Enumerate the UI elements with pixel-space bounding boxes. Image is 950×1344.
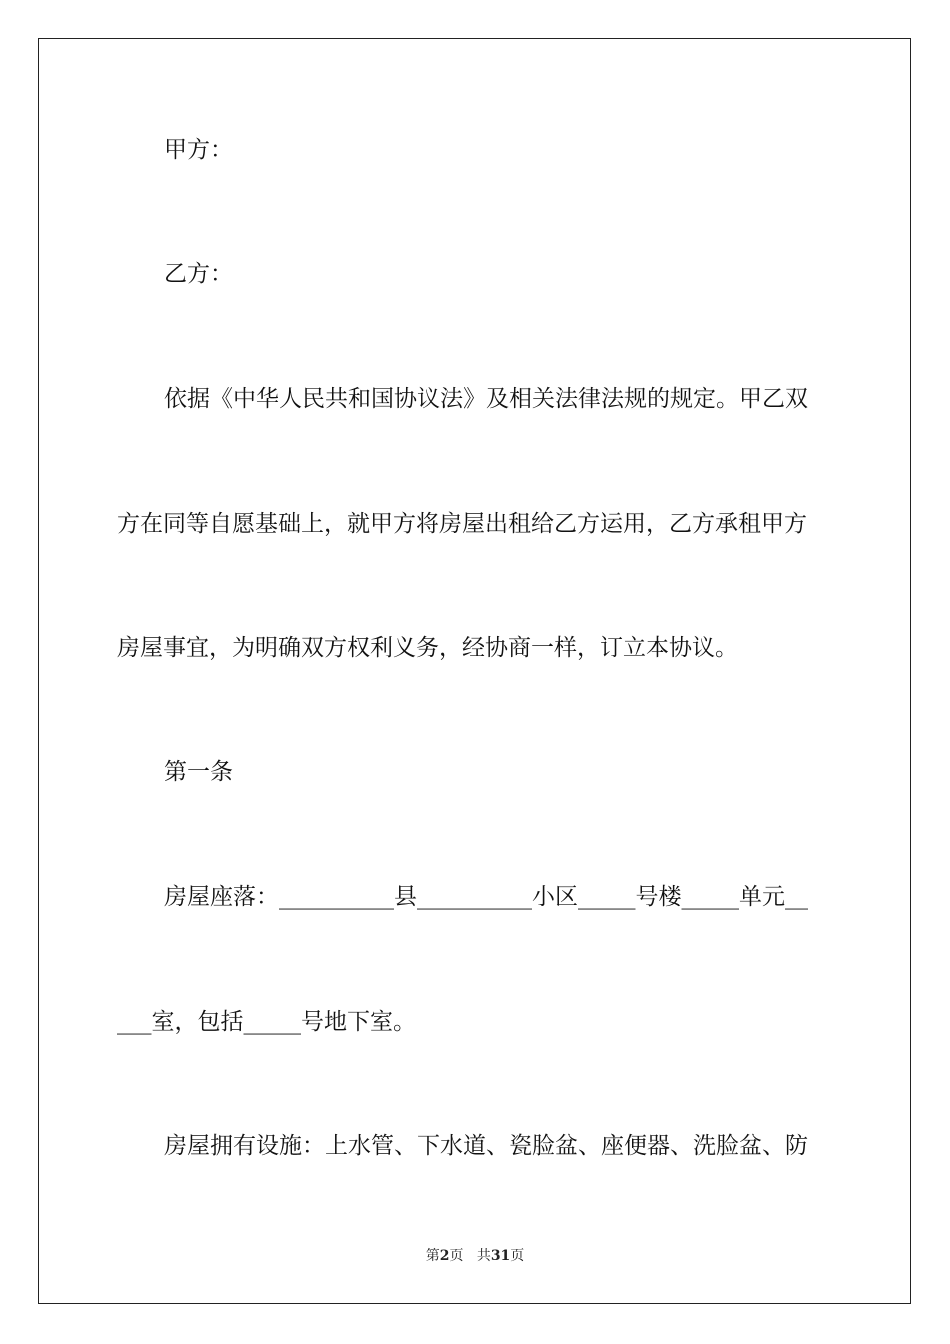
property-location-line-2: ___室，包括_____号地下室。 bbox=[117, 1009, 416, 1035]
page-number-suffix: 页 bbox=[449, 1248, 464, 1264]
page-total-suffix: 页 bbox=[510, 1248, 525, 1264]
page-total: 31 bbox=[490, 1248, 511, 1264]
preamble-line-1: 依据《中华人民共和国协议法》及相关法律法规的规定。甲乙双 bbox=[164, 386, 808, 412]
party-a-label: 甲方： bbox=[164, 137, 233, 163]
facilities-line: 房屋拥有设施：上水管、下水道、瓷脸盆、座便器、洗脸盆、防 bbox=[164, 1133, 808, 1159]
party-b-label: 乙方： bbox=[164, 261, 233, 287]
page-border bbox=[38, 38, 911, 1304]
preamble-line-2: 方在同等自愿基础上，就甲方将房屋出租给乙方运用，乙方承租甲方 bbox=[117, 511, 807, 537]
page-number-prefix: 第 bbox=[425, 1248, 440, 1264]
page-total-prefix: 共 bbox=[476, 1248, 491, 1264]
property-location-line-1: 房屋座落：__________县__________小区_____号楼_____单元__ bbox=[164, 884, 808, 910]
page-number-current: 2 bbox=[439, 1248, 450, 1264]
preamble-line-3: 房屋事宜，为明确双方权利义务，经协商一样，订立本协议。 bbox=[117, 635, 738, 661]
article-1-heading: 第一条 bbox=[164, 759, 233, 785]
page-footer bbox=[0, 1247, 950, 1265]
